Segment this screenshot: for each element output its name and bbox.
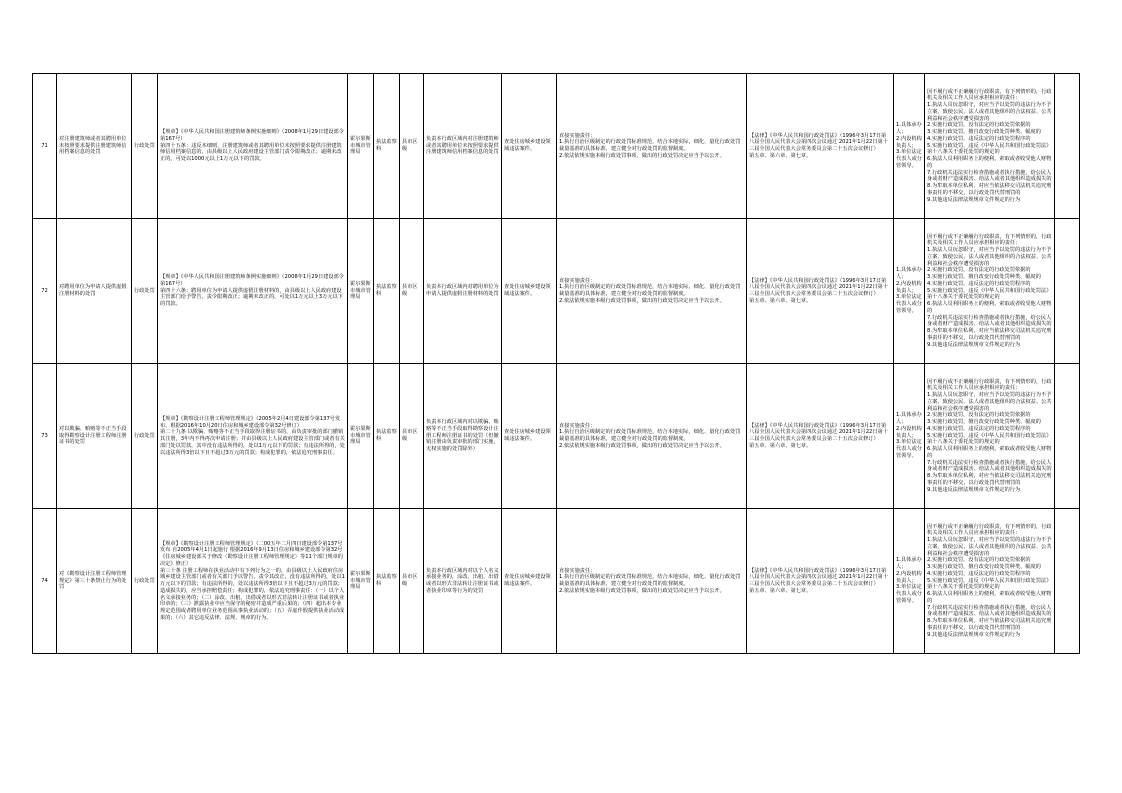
responsible-subject-line: 2.内设机构负责人； <box>896 570 922 584</box>
implementation-duty-line: 直接实施责任： <box>559 422 596 429</box>
accountability-situation-line: 6.执法人员利用职务上的便利，索取或者收受他人财物的 <box>927 446 1052 459</box>
accountability-situation-line: 5.实施行政处罚，违反《中华人民共和国行政处罚法》第十八条关于委托处罚的规定的 <box>927 142 1052 156</box>
admin-level-cell: 县市区级 <box>400 219 424 364</box>
legal-basis-line: 第二十九条 以欺骗、贿赂等不正当手段取得注册证书的，由负责审批的部门撤销其注册，3年内不得再次申请注册；并由县级以上人民政府建设主管部门或者有关部门处以罚款，其中没有违法所得的，处以1万元以下的罚款；有违法所得的，处以违法所得3倍以下且不超过3万元的罚款；构成犯罪的，依法追究刑事责任。 <box>160 429 345 456</box>
accountability-situation-line: 4.实施行政处罚，违反法定的行政处罚程序的 <box>927 135 1031 142</box>
implementing-dept-cell: 霍尔果斯市城市管理局 <box>348 219 374 364</box>
legal-basis-line: 【规章】《勘察设计注册工程师管理规定》（二00五年二月四日建设部令第137号发布 自2005年4月1日起施行 根据2016年9月13日住房和城乡建设部令第32号《住房城乡建设部关于修改〈勘察设计注册工程师管理规定〉等11个部门规章的决定》修正） <box>160 540 343 567</box>
accountability-situation-line: 6.执法人员利用职务上的便利，索取或者收受他人财物的 <box>927 156 1052 169</box>
implementation-duty-line: 1.执行自治区级制定的行政处罚标准规范，结合本地实际，细化、量化行政处罚裁量基准的具体标准，建立健全对行政处罚的监督制度。 <box>559 284 741 297</box>
responsible-subject-cell <box>894 509 925 654</box>
accountability-law-line: 第五章、第六章、第七章。 <box>749 152 812 159</box>
row-number-cell: 72 <box>33 219 57 364</box>
legal-basis-cell <box>158 219 348 364</box>
responsible-subject-line: 1.具体承办人； <box>896 267 922 281</box>
legal-basis-line: 第四十五条：违反本细则，注册建筑师或者其聘用单位未按照要求提供注册建筑师信用档案信息的，由县级以上人民政府建设主管部门责令限期改正；逾期未改正的，可处以1000元以上1万元以下的罚款。 <box>160 142 342 163</box>
item-name-cell: 对《勘察设计注册工程师管理规定》第三十条禁止行为的处罚 <box>57 509 132 654</box>
accountability-situation-line: 因不履行或不正确履行行政职责，有下列情形的，行政机关及相关工作人员应承担相应的责任： <box>927 523 1052 537</box>
accountability-situation-line: 因不履行或不正确履行行政职责，有下列情形的，行政机关及相关工作人员应承担相应的责任： <box>927 233 1052 247</box>
responsible-subject-line: 3.单位法定代表人或分管领导。 <box>896 439 922 459</box>
implementation-duty-cell <box>557 364 747 509</box>
table-row <box>33 364 1080 509</box>
accountability-law-cell <box>747 364 894 509</box>
responsible-subject-line: 3.单位法定代表人或分管领导。 <box>896 294 922 314</box>
table-row <box>33 74 1080 219</box>
implementation-duty-line: 2.依法依规实施本级行政处罚事项，做出的行政处罚决定应当予以公开。 <box>559 587 725 594</box>
accountability-situation-line: 因不履行或不正确履行行政职责，有下列情形的，行政机关及相关工作人员应承担相应的责任： <box>927 378 1052 392</box>
accountability-situation-line: 9.其他违反法律法规规章文件规定的行为 <box>927 631 1021 638</box>
responsible-subject-line: 1.具体承办人； <box>896 412 922 426</box>
accountability-situation-cell <box>925 509 1055 654</box>
duty-content-cell: 负责本行政区域内对以个人名义承接业务的，涂改、出租、出借或者以形式非法转让注册证书或者执业印章等行为的处罚 <box>424 509 502 654</box>
remarks-cell <box>1055 74 1080 219</box>
obligation-cell: 查处住房城乡建设领域违法案件。 <box>502 74 557 219</box>
accountability-situation-line: 6.执法人员利用职务上的便利，索取或者收受他人财物的 <box>927 301 1052 314</box>
responsible-subject-cell <box>894 364 925 509</box>
accountability-situation-line: 3.实施行政处罚，擅自改变行政处罚种类、幅度的 <box>927 564 1041 571</box>
accountability-law-line: 第五章、第六章、第七章。 <box>749 297 812 304</box>
accountability-situation-line: 2.实施行政处罚，没有法定的行政处罚依据的 <box>927 412 1031 419</box>
power-list-table <box>32 73 1080 654</box>
row-number-cell: 74 <box>33 509 57 654</box>
accountability-law-line: 第五章、第六章、第七章。 <box>749 587 812 594</box>
accountability-situation-cell <box>925 74 1055 219</box>
accountability-situation-line: 8.为牟取本单位私利，对应当依法移交司法机关追究刑事责任的不移交，以行政处罚代替刑罚的 <box>927 473 1052 486</box>
admin-level-cell: 县市区级 <box>400 74 424 219</box>
accountability-law-cell <box>747 509 894 654</box>
accountability-situation-line: 1.执法人员玩忽职守，对应当予以处罚的违法行为不予立案、致使公民、法人或者其他组织的合法权益、公共利益和社会秩序遭受损害的 <box>927 247 1052 267</box>
item-type-cell: 行政处罚 <box>132 364 158 509</box>
accountability-situation-line: 5.实施行政处罚，违反《中华人民共和国行政处罚法》第十八条关于委托处罚的规定的 <box>927 432 1052 446</box>
accountability-law-line: 【法律】《中华人民共和国行政处罚法》（1996年3月17日第八届全国人民代表大会第四次会议通过 2021年1月22日第十三届全国人民代表大会常务委员会第二十五次会议修订） <box>749 277 888 297</box>
accountability-law-line: 【法律】《中华人民共和国行政处罚法》（1996年3月17日第八届全国人民代表大会第四次会议通过 2021年1月22日第十三届全国人民代表大会常务委员会第二十五次会议修订） <box>749 567 888 587</box>
responsible-subject-cell <box>894 219 925 364</box>
responsible-subject-line: 2.内设机构负责人； <box>896 135 922 149</box>
responsible-subject-cell <box>894 74 925 219</box>
remarks-cell <box>1055 509 1080 654</box>
admin-level-cell: 县市区级 <box>400 509 424 654</box>
legal-basis-line: 【规章】《中华人民共和国注册建筑师条例实施细则》（2008年1月29日建设部令第167号） <box>160 129 344 142</box>
obligation-cell: 查处住房城乡建设领域违法案件。 <box>502 509 557 654</box>
accountability-situation-line: 3.实施行政处罚，擅自改变行政处罚种类、幅度的 <box>927 129 1041 136</box>
responsible-subject-line: 1.具体承办人； <box>896 122 922 136</box>
accountability-situation-line: 8.为牟取本单位私利，对应当依法移交司法机关追究刑事责任的不移交，以行政处罚代替刑罚的 <box>927 183 1052 196</box>
obligation-cell: 查处住房城乡建设领域违法案件。 <box>502 219 557 364</box>
legal-basis-cell <box>158 509 348 654</box>
implementation-duty-cell <box>557 74 747 219</box>
implementing-dept-cell: 霍尔果斯市城市管理局 <box>348 509 374 654</box>
implementation-duty-line: 2.依法依规实施本级行政处罚事项，做出的行政处罚决定应当予以公开。 <box>559 442 725 449</box>
accountability-situation-line: 9.其他违反法律法规规章文件规定的行为 <box>927 486 1021 493</box>
accountability-law-cell <box>747 74 894 219</box>
accountability-law-line: 【法律】《中华人民共和国行政处罚法》（1996年3月17日第八届全国人民代表大会第四次会议通过 2021年1月22日第十三届全国人民代表大会常务委员会第二十五次会议修订） <box>749 422 888 442</box>
accountability-situation-line: 6.执法人员利用职务上的便利，索取或者收受他人财物的 <box>927 591 1052 604</box>
legal-basis-line: 【规章】《中华人民共和国注册建筑师条例实施细则》（2008年1月29日建设部令第167号） <box>160 274 344 287</box>
enforcement-unit-cell: 执法监察科 <box>374 364 400 509</box>
table-row <box>33 219 1080 364</box>
accountability-situation-line: 7.行政机关违法实行检查措施或者执行措施，给公民人身或者财产造成损害、给法人或者其他组织造成损失的 <box>927 604 1052 618</box>
accountability-law-line: 第五章、第六章、第七章。 <box>749 442 812 449</box>
implementation-duty-line: 直接实施责任： <box>559 132 596 139</box>
obligation-cell: 查处住房城乡建设领域违法案件。 <box>502 364 557 509</box>
responsible-subject-line: 3.单位法定代表人或分管领导。 <box>896 149 922 169</box>
legal-basis-line: 第三十条 注册工程师在执业活动中有下列行为之一的，由县级以上人民政府住房城乡建设主管部门或者有关部门予以警告，责令其改正，没有违法所得的，处以1万元以下的罚款；有违法所得的，处以违法所得3倍以下且不超过3万元的罚款；造成损失的，应当承担赔偿责任；构成犯罪的，依法追究刑事责任：（一）以个人名义承接业务的；（二）涂改、出租、出借或者以形式非法转让注册证书或者执业印章的；（三）泄露执业中应当保守的秘密并造成严重后果的；（四）超出本专业规定范围或者聘用单位业务范围从事执业活动的；（五）弄虚作假提供执业活动成果的；（六）其它违反法律、法规、规章的行为。 <box>160 567 345 621</box>
accountability-situation-line: 4.实施行政处罚，违反法定的行政处罚程序的 <box>927 280 1031 287</box>
accountability-situation-line: 1.执法人员玩忽职守，对应当予以处罚的违法行为不予立案、致使公民、法人或者其他组织的合法权益、公共利益和社会秩序遭受损害的 <box>927 392 1052 412</box>
accountability-situation-line: 1.执法人员玩忽职守，对应当予以处罚的违法行为不予立案、致使公民、法人或者其他组织的合法权益、公共利益和社会秩序遭受损害的 <box>927 537 1052 557</box>
accountability-situation-line: 5.实施行政处罚，违反《中华人民共和国行政处罚法》第十八条关于委托处罚的规定的 <box>927 287 1052 301</box>
item-name-cell: 对注册建筑师或者其聘用单位未按照要求提供注册建筑师信用档案信息的处罚 <box>57 74 132 219</box>
accountability-situation-line: 9.其他违反法律法规规章文件规定的行为 <box>927 341 1021 348</box>
duty-content-cell: 负责本行政区域内对以欺骗、贿赂等不正当手段取得勘察设计注册工程师注册证书的处罚（但撤销注册由负责审批的部门实施，无权实施的处罚除外） <box>424 364 502 509</box>
accountability-situation-line: 2.实施行政处罚，没有法定的行政处罚依据的 <box>927 122 1031 129</box>
implementation-duty-cell <box>557 509 747 654</box>
implementation-duty-line: 1.执行自治区级制定的行政处罚标准规范，结合本地实际，细化、量化行政处罚裁量基准的具体标准，建立健全对行政处罚的监督制度。 <box>559 429 741 442</box>
row-number-cell: 71 <box>33 74 57 219</box>
accountability-situation-cell <box>925 364 1055 509</box>
implementing-dept-cell: 霍尔果斯市城市管理局 <box>348 74 374 219</box>
item-name-cell: 对以欺骗、贿赂等不正当手段取得勘察设计注册工程师注册证书的处罚 <box>57 364 132 509</box>
enforcement-unit-cell: 执法监察科 <box>374 74 400 219</box>
accountability-situation-line: 因不履行或不正确履行行政职责，有下列情形的，行政机关及相关工作人员应承担相应的责任： <box>927 88 1052 102</box>
implementing-dept-cell: 霍尔果斯市城市管理局 <box>348 364 374 509</box>
responsible-subject-line: 2.内设机构负责人； <box>896 425 922 439</box>
row-number-cell: 73 <box>33 364 57 509</box>
implementation-duty-line: 2.依法依规实施本级行政处罚事项，做出的行政处罚决定应当予以公开。 <box>559 152 725 159</box>
accountability-law-cell <box>747 219 894 364</box>
accountability-situation-line: 5.实施行政处罚，违反《中华人民共和国行政处罚法》第十八条关于委托处罚的规定的 <box>927 577 1052 591</box>
accountability-situation-line: 3.实施行政处罚，擅自改变行政处罚种类、幅度的 <box>927 419 1041 426</box>
legal-basis-line: 第四十六条：聘用单位为申请人提供虚假注册材料的，由县级以上人民政府建设主管部门给予警告，责令限期改正；逾期未改正的，可处以1万元以上3万元以下的罚款。 <box>160 287 343 308</box>
implementation-duty-line: 1.执行自治区级制定的行政处罚标准规范，结合本地实际，细化、量化行政处罚裁量基准的具体标准，建立健全对行政处罚的监督制度。 <box>559 574 741 587</box>
responsible-subject-line: 2.内设机构负责人； <box>896 280 922 294</box>
accountability-situation-line: 2.实施行政处罚，没有法定的行政处罚依据的 <box>927 557 1031 564</box>
responsible-subject-line: 1.具体承办人； <box>896 557 922 571</box>
enforcement-unit-cell: 执法监察科 <box>374 219 400 364</box>
accountability-situation-line: 7.行政机关违法实行检查措施或者执行措施，给公民人身或者财产造成损害、给法人或者其他组织造成损失的 <box>927 169 1052 183</box>
accountability-situation-line: 8.为牟取本单位私利，对应当依法移交司法机关追究刑事责任的不移交，以行政处罚代替刑罚的 <box>927 618 1052 631</box>
accountability-situation-line: 8.为牟取本单位私利，对应当依法移交司法机关追究刑事责任的不移交，以行政处罚代替刑罚的 <box>927 328 1052 341</box>
accountability-situation-line: 7.行政机关违法实行检查措施或者执行措施，给公民人身或者财产造成损害、给法人或者其他组织造成损失的 <box>927 459 1052 473</box>
legal-basis-line: 【规章】《勘察设计注册工程师管理规定》（2005年2月4日建设部令第137号发布，根据2016年10月20日住房和城乡建设部令第32号修订） <box>160 415 341 429</box>
implementation-duty-line: 1.执行自治区级制定的行政处罚标准规范，结合本地实际，细化、量化行政处罚裁量基准的具体标准，建立健全对行政处罚的监督制度。 <box>559 139 741 152</box>
remarks-cell <box>1055 219 1080 364</box>
accountability-situation-line: 2.实施行政处罚，没有法定的行政处罚依据的 <box>927 267 1031 274</box>
accountability-situation-line: 7.行政机关违法实行检查措施或者执行措施，给公民人身或者财产造成损害、给法人或者其他组织造成损失的 <box>927 314 1052 328</box>
accountability-situation-cell <box>925 219 1055 364</box>
item-type-cell: 行政处罚 <box>132 509 158 654</box>
enforcement-unit-cell: 执法监察科 <box>374 509 400 654</box>
implementation-duty-cell <box>557 219 747 364</box>
duty-content-cell: 负责本行政区域内对注册建筑师或者其聘用单位未按照要求提供注册建筑师信用档案信息的处罚 <box>424 74 502 219</box>
legal-basis-cell <box>158 364 348 509</box>
accountability-situation-line: 4.实施行政处罚，违反法定的行政处罚程序的 <box>927 570 1031 577</box>
implementation-duty-line: 直接实施责任： <box>559 277 596 284</box>
accountability-law-line: 【法律】《中华人民共和国行政处罚法》（1996年3月17日第八届全国人民代表大会第四次会议通过 2021年1月22日第十三届全国人民代表大会常务委员会第二十五次会议修订） <box>749 132 888 152</box>
item-type-cell: 行政处罚 <box>132 74 158 219</box>
remarks-cell <box>1055 364 1080 509</box>
duty-content-cell: 负责本行政区域内对聘用单位为申请人提供虚假注册材料的处罚 <box>424 219 502 364</box>
accountability-situation-line: 4.实施行政处罚，违反法定的行政处罚程序的 <box>927 425 1031 432</box>
accountability-situation-line: 9.其他违反法律法规规章文件规定的行为 <box>927 196 1021 203</box>
implementation-duty-line: 2.依法依规实施本级行政处罚事项，做出的行政处罚决定应当予以公开。 <box>559 297 725 304</box>
table-row <box>33 509 1080 654</box>
implementation-duty-line: 直接实施责任： <box>559 567 596 574</box>
accountability-situation-line: 1.执法人员玩忽职守，对应当予以处罚的违法行为不予立案、致使公民、法人或者其他组织的合法权益、公共利益和社会秩序遭受损害的 <box>927 102 1052 122</box>
item-name-cell: 对聘用单位为申请人提供虚假注册材料的处罚 <box>57 219 132 364</box>
admin-level-cell: 县市区级 <box>400 364 424 509</box>
responsible-subject-line: 3.单位法定代表人或分管领导。 <box>896 584 922 604</box>
item-type-cell: 行政处罚 <box>132 219 158 364</box>
legal-basis-cell <box>158 74 348 219</box>
accountability-situation-line: 3.实施行政处罚，擅自改变行政处罚种类、幅度的 <box>927 274 1041 281</box>
